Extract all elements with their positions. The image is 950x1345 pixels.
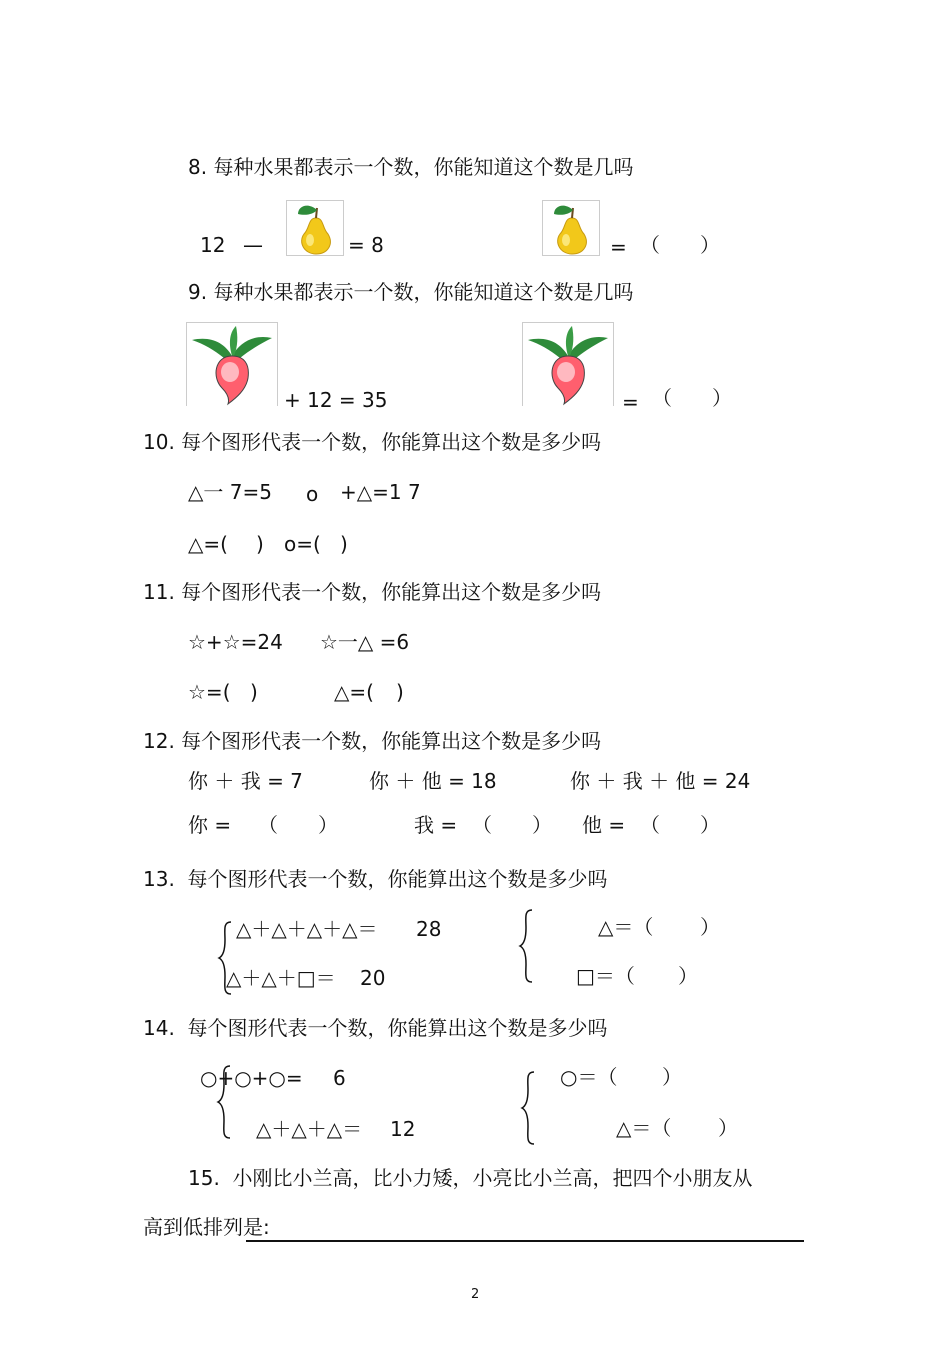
q11-line2-a: ☆=( <box>188 680 231 704</box>
q14-answer1: ○＝（ <box>560 1065 618 1089</box>
q10-line2-b: ) <box>256 532 264 556</box>
q14-line2: △＋△＋△＝ <box>256 1117 363 1141</box>
q13-answer1-rparen: ） <box>700 915 720 939</box>
q13-value1: 28 <box>416 917 442 941</box>
q12-line2-b: 我 = <box>414 813 458 837</box>
q13-answer1: △＝（ <box>598 915 654 939</box>
q8-lparen: （ <box>640 233 660 257</box>
q12-line2-c: 他 = <box>582 813 626 837</box>
q11-line1-b: ☆一△ =6 <box>320 630 410 654</box>
q13-line2: △＋△＋□＝ <box>226 966 336 990</box>
q10-title: 10. 每个图形代表一个数，你能算出这个数是多少吗 <box>143 430 602 454</box>
q12-title: 12. 每个图形代表一个数，你能算出这个数是多少吗 <box>143 729 602 753</box>
q12-line1-b: 你 ＋ 他 = 18 <box>369 769 497 793</box>
q13-answer2-rparen: ） <box>678 964 698 988</box>
q15-line2: 高到低排列是: <box>143 1215 270 1239</box>
q12-line2-a: 你 = <box>188 813 232 837</box>
q12-line2-c-paren: （ ） <box>640 813 720 837</box>
q8-number-a: 12 <box>200 233 226 257</box>
q10-line2-a: △=( <box>188 532 228 556</box>
q10-line1-b: o <box>306 482 319 506</box>
answer-underline <box>246 1240 804 1242</box>
page-number: 2 <box>471 1287 480 1302</box>
q12-line1-a: 你 ＋ 我 = 7 <box>188 769 303 793</box>
q8-rparen: ） <box>700 233 720 257</box>
q12-line1-c: 你 ＋ 我 ＋ 他 = 24 <box>570 769 751 793</box>
q9-lparen: （ <box>652 386 672 410</box>
q15-line1: 15. 小刚比小兰高，比小力矮，小亮比小兰高，把四个小朋友从 <box>188 1166 753 1190</box>
q10-line2-c: o=( <box>284 532 321 556</box>
q12-line2-a-paren: （ ） <box>258 813 338 837</box>
left-brace <box>518 908 534 984</box>
q8-eq2: = <box>610 235 627 259</box>
q14-answer2: △＝（ <box>616 1116 672 1140</box>
q11-line2-c: △=( <box>334 680 374 704</box>
q14-answer1-rparen: ） <box>662 1065 682 1089</box>
q11-line2-d: ) <box>396 680 404 704</box>
q13-value2: 20 <box>360 966 386 990</box>
radish-icon <box>186 322 278 406</box>
radish-icon <box>522 322 614 406</box>
q14-value1: 6 <box>333 1066 346 1090</box>
q10-line1-c: +△=1 7 <box>340 480 421 504</box>
q10-line2-d: ) <box>340 532 348 556</box>
q13-title: 13. 每个图形代表一个数，你能算出这个数是多少吗 <box>143 867 608 891</box>
q14-line1: ○+○+○= <box>200 1066 303 1090</box>
q12-line2-b-paren: （ ） <box>472 813 552 837</box>
q13-line1: △＋△＋△＋△＝ <box>236 917 378 941</box>
q13-answer2: □＝（ <box>576 964 635 988</box>
q14-value2: 12 <box>390 1117 416 1141</box>
q14-answer2-rparen: ） <box>718 1116 738 1140</box>
q9-title: 9. 每种水果都表示一个数，你能知道这个数是几吗 <box>188 280 634 304</box>
q11-line2-b: ) <box>250 680 258 704</box>
left-brace <box>520 1070 536 1146</box>
q11-title: 11. 每个图形代表一个数，你能算出这个数是多少吗 <box>143 580 602 604</box>
q11-line1-a: ☆+☆=24 <box>188 630 283 654</box>
q10-line1-a: △一 7=5 <box>188 480 272 504</box>
pear-icon <box>286 200 344 256</box>
q9-rparen: ） <box>712 386 732 410</box>
q9-eq1: + 12 = 35 <box>284 388 388 412</box>
q8-minus: — <box>243 233 263 257</box>
q8-title: 8. 每种水果都表示一个数，你能知道这个数是几吗 <box>188 155 634 179</box>
q14-title: 14. 每个图形代表一个数，你能算出这个数是多少吗 <box>143 1016 608 1040</box>
q9-eq2: = <box>622 390 639 414</box>
pear-icon <box>542 200 600 256</box>
q8-eq1: = 8 <box>348 233 384 257</box>
